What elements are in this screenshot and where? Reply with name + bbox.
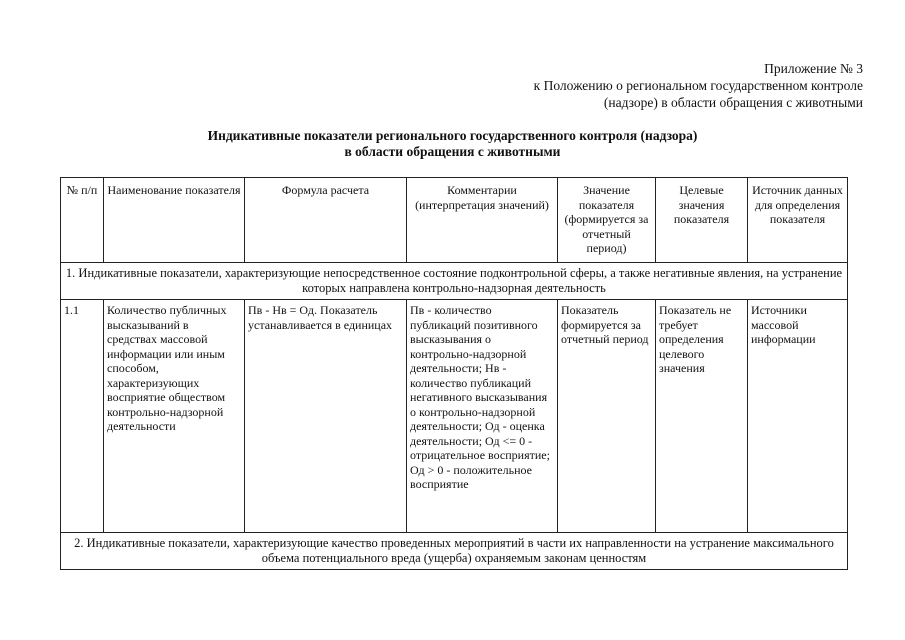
header-comments: Комментарии (интерпретация значений) bbox=[407, 178, 558, 263]
row-value: Показатель формируется за отчетный период bbox=[558, 300, 656, 533]
section-1-title: 1. Индикативные показатели, характеризующие непосредственное состояние подконтрольной сферы, а также негативные явления, на устранение которых направлена контрольно-надзорная деятельность bbox=[61, 263, 848, 300]
section-row-1 bbox=[61, 263, 848, 300]
row-comments: Пв - количество публикаций позитивного высказывания о контрольно-надзорной деятельности; Нв - количество публикаций негативного высказывания о контрольно-надзорной деятельности; Од - оценка деятельности; Од <= 0 - отрицательное восприятие; Од > 0 - положительное восприятие bbox=[407, 300, 558, 533]
header-value: Значение показателя (формируется за отчетный период) bbox=[558, 178, 656, 263]
row-source: Источники массовой информации bbox=[748, 300, 848, 533]
appendix-reference-line1: к Положению о региональном государственном контроле bbox=[533, 78, 863, 93]
header-source: Источник данных для определения показателя bbox=[748, 178, 848, 263]
appendix-reference-line2: (надзоре) в области обращения с животными bbox=[603, 95, 863, 110]
row-indicator-name: Количество публичных высказываний в средствах массовой информации или иным способом, характеризующих восприятие обществом контрольно-надзорной деятельности bbox=[104, 300, 245, 533]
header-name: Наименование показателя bbox=[104, 178, 245, 263]
section-2-title: 2. Индикативные показатели, характеризующие качество проведенных мероприятий в части их направленности на устранение максимального объема потенциального вреда (ущерба) охраняемым законам ценностям bbox=[61, 533, 848, 570]
table-row bbox=[61, 300, 848, 533]
row-target: Показатель не требует определения целевого значения bbox=[656, 300, 748, 533]
header-target: Целевые значения показателя bbox=[656, 178, 748, 263]
document-title bbox=[0, 128, 905, 160]
row-number: 1.1 bbox=[61, 300, 104, 533]
appendix-block bbox=[534, 60, 863, 111]
appendix-number: Приложение № 3 bbox=[764, 61, 863, 76]
table-header-row bbox=[61, 178, 848, 263]
title-line1: Индикативные показатели регионального государственного контроля (надзора) bbox=[207, 128, 698, 143]
header-formula: Формула расчета bbox=[245, 178, 407, 263]
header-number: № п/п bbox=[61, 178, 104, 263]
section-row-2 bbox=[61, 533, 848, 570]
row-formula: Пв - Нв = Од. Показатель устанавливается в единицах bbox=[245, 300, 407, 533]
title-line2: в области обращения с животными bbox=[344, 144, 561, 159]
indicators-table bbox=[60, 177, 848, 570]
